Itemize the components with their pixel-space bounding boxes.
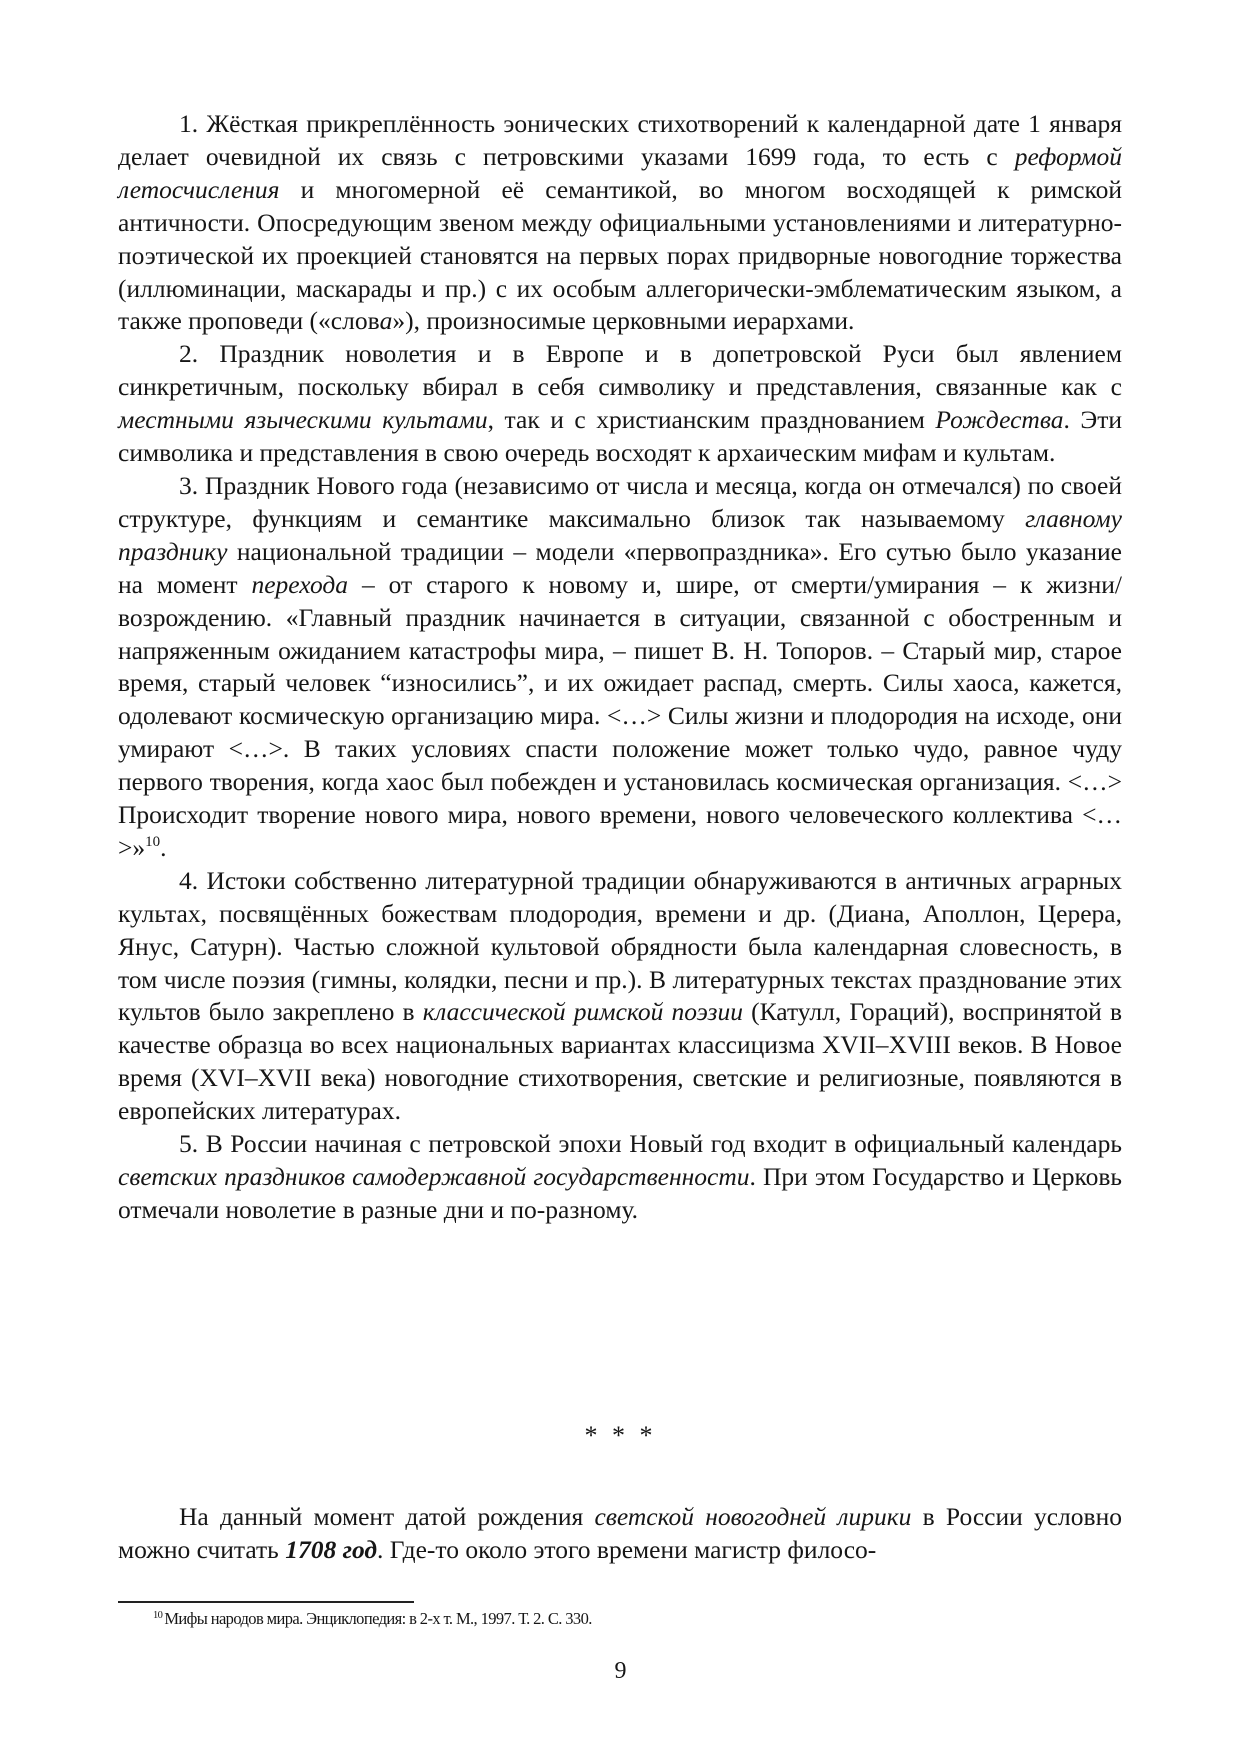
paragraph-1-italic-term: реформой летосчисления: [118, 141, 1122, 204]
paragraph-5-text: 5. В России начиная с петровской эпохи Новый год входит в официальный календарь: [179, 1129, 1122, 1159]
paragraph-5: [118, 1128, 1122, 1227]
page-number: 9: [614, 1658, 627, 1684]
paragraph-1-text-continued: и многомерной её семантикой, во многом восходящей к римской античности. Опосредующим звеном между официальными установлениями и литературно-поэтической их проекцией становятся на первых порах придворные новогодние торжества (иллюминации, маскарады и пр.) с их особым аллегорически-эмблематическим языком, а также проповеди («слов: [118, 174, 1122, 336]
continuation-text: [118, 1501, 1122, 1567]
footnote: [153, 1608, 592, 1630]
paragraph-6: [118, 1501, 1122, 1567]
paragraph-3: [118, 470, 1122, 865]
paragraph-6-text-end: . Где-то около этого времени магистр филосо-: [377, 1534, 877, 1564]
paragraph-4: [118, 865, 1122, 1128]
footnote-number: 10: [153, 1610, 163, 1621]
paragraph-3-italic-term: главному празднику: [118, 503, 1122, 566]
paragraph-1-italic-letter: а: [379, 306, 393, 336]
footnote-reference[interactable]: 10: [145, 833, 161, 850]
paragraph-5-italic-term: светских праздников самодержавной государственности: [118, 1162, 750, 1191]
paragraph-6-bold-year: 1708 год: [285, 1534, 378, 1564]
paragraph-3-text: 3. Праздник Нового года (независимо от числа и месяца, когда он отмечался) по своей структуре, функциям и семантике максимально близок так называемому: [118, 470, 1122, 533]
main-text: [118, 108, 1122, 1227]
paragraph-4-italic-term: классической римской поэзии: [422, 997, 743, 1027]
paragraph-1: [118, 108, 1122, 338]
paragraph-6-italic-term: светской новогодней лирики: [594, 1502, 912, 1531]
footnote-text: Мифы народов мира. Энциклопедия: в 2-х т. М., 1997. Т. 2. С. 330.: [164, 1609, 592, 1628]
paragraph-4-text: 4. Истоки собственно литературной традиции обнаруживаются в античных аграрных культах, посвящённых божествам плодородия, времени и др. (Диана, Аполлон, Церера, Янус, Сатурн). Частью сложной культовой обрядности была календарная словесность, в том числе поэзия (гимны, колядки, песни и пр.). В литературных текстах празднование этих культов было закреплено в: [118, 865, 1122, 1027]
paragraph-3-text-end: .: [160, 832, 167, 862]
paragraph-5-text-end: . При этом Государство и Церковь отмечали новолетие в разные дни и по-разному.: [118, 1162, 1122, 1224]
paragraph-1-text-end: »), произносимые церковными иерархами.: [392, 306, 855, 336]
paragraph-3-quote: – от старого к новому и, шире, от смерти/умирания – к жизни/возрождению. «Главный праздник начинается в ситуации, связанной с обостренным и напряженным ожиданием катастрофы мира, – пишет В. Н. Топоров. – Старый мир, старое время, старый человек “износились”, и их ожидает распад, смерть. Силы хаоса, кажется, одолевают космическую организацию мира. <…> Силы жизни и плодородия на исходе, они умирают <…>. В таких условиях спасти положение может только чудо, равное чуду первого творения, когда хаос был побежден и установилась космическая организация. <…> Происходит творение нового мира, нового времени, нового человеческого коллектива <…>»: [118, 569, 1122, 862]
paragraph-2-italic-term-2: Рождества: [935, 405, 1064, 435]
paragraph-1-text: 1. Жёсткая прикреплённость эонических стихотворений к календарной дате 1 января делает очевидной их связь с петровскими указами 1699 года, то есть с: [118, 109, 1122, 171]
paragraph-6-text-continued: в России условно можно считать: [118, 1502, 1122, 1564]
paragraph-2: [118, 338, 1122, 470]
paragraph-2-text: 2. Праздник новолетия и в Европе и в допетровской Руси был явлением синкретичным, поскольку вбирал в себя символику и представления, связанные как с: [118, 339, 1122, 402]
paragraph-3-italic-term-2: перехода: [251, 569, 349, 599]
paragraph-2-italic-term: местными языческими культами: [118, 405, 488, 435]
paragraph-6-text: На данный момент датой рождения: [179, 1502, 595, 1531]
section-separator: * * *: [584, 1421, 657, 1450]
paragraph-2-text-end: . Эти символика и представления в свою очередь восходят к архаическим мифам и культам.: [118, 405, 1122, 468]
paragraph-3-text-continued: национальной традиции – модели «первопраздника». Его сутью было указание на момент: [118, 536, 1122, 599]
paragraph-4-text-end: (Катулл, Гораций), воспринятой в качестве образца во всех национальных вариантах классицизма XVII–XVIII веков. В Новое время (XVI–XVII века) новогодние стихотворения, светские и религиозные, появляются в европейских литературах.: [118, 997, 1122, 1126]
footnote-divider: [118, 1601, 414, 1603]
paragraph-2-text-continued: , так и с христианским празднованием: [487, 405, 936, 435]
